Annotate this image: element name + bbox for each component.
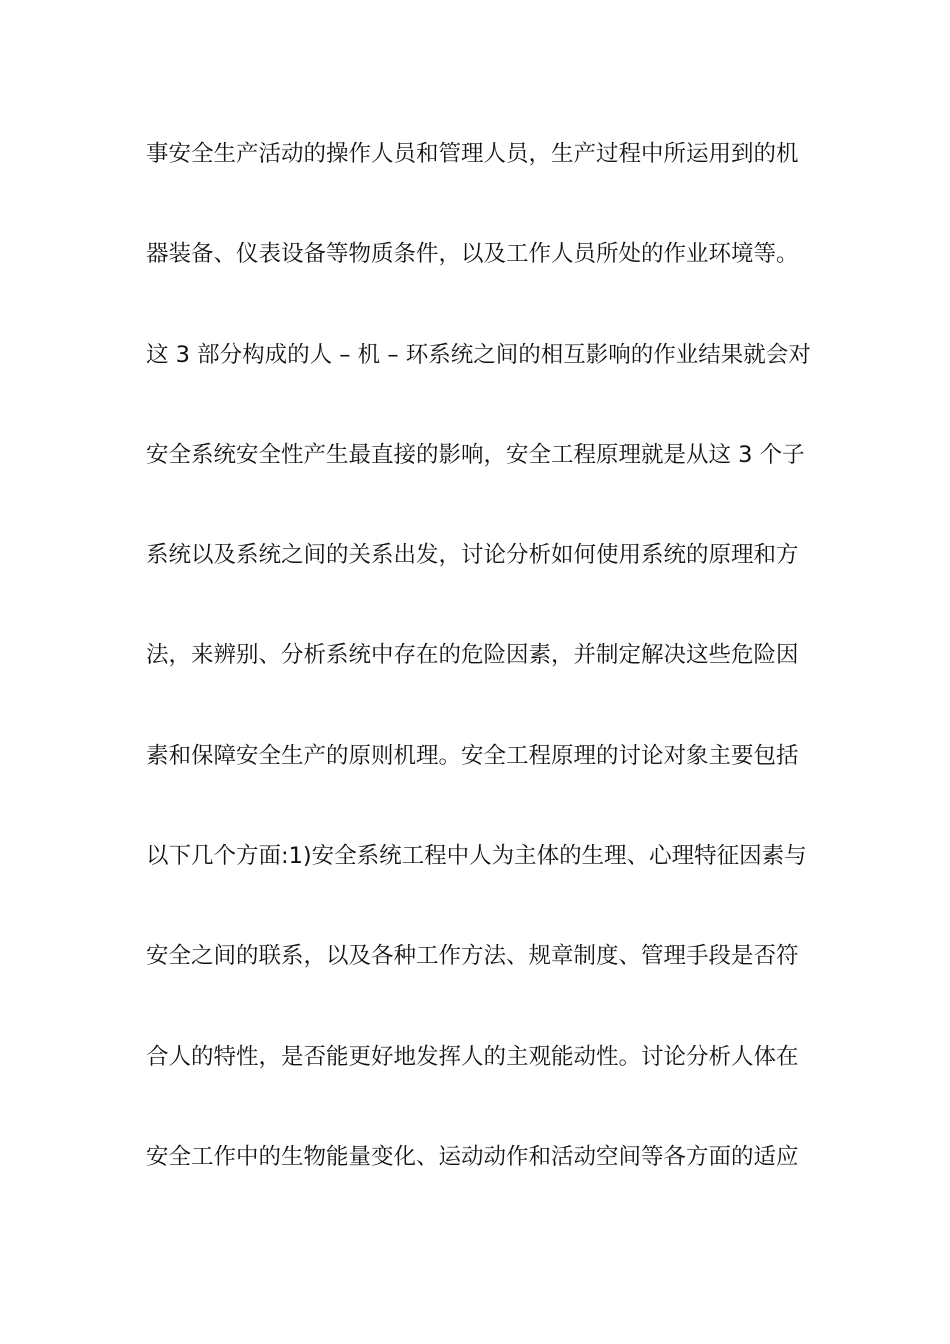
text-line: 法，来辨别、分析系统中存在的危险因素，并制定解决这些危险因 [146, 642, 799, 669]
text-line: 事安全生产活动的操作人员和管理人员，生产过程中所运用到的机 [146, 141, 799, 167]
text-line: 安全系统安全性产生最直接的影响，安全工程原理就是从这 3 个子 [146, 441, 805, 468]
text-line: 器装备、仪表设备等物质条件，以及工作人员所处的作业环境等。 [146, 241, 799, 268]
text-line: 系统以及系统之间的关系出发，讨论分析如何使用系统的原理和方 [146, 542, 799, 569]
text-line: 以下几个方面:1)安全系统工程中人为主体的生理、心理特征因素与 [146, 843, 807, 870]
body-paragraph [146, 130, 816, 1233]
text-line: 这 3 部分构成的人 – 机 – 环系统之间的相互影响的作业结果就会对 [146, 341, 811, 368]
text-line: 合人的特性，是否能更好地发挥人的主观能动性。讨论分析人体在 [146, 1043, 799, 1070]
text-line: 素和保障安全生产的原则机理。安全工程原理的讨论对象主要包括 [146, 742, 799, 769]
text-line: 安全之间的联系，以及各种工作方法、规章制度、管理手段是否符 [146, 943, 799, 970]
text-line: 安全工作中的生物能量变化、运动动作和活动空间等各方面的适应 [146, 1143, 799, 1170]
